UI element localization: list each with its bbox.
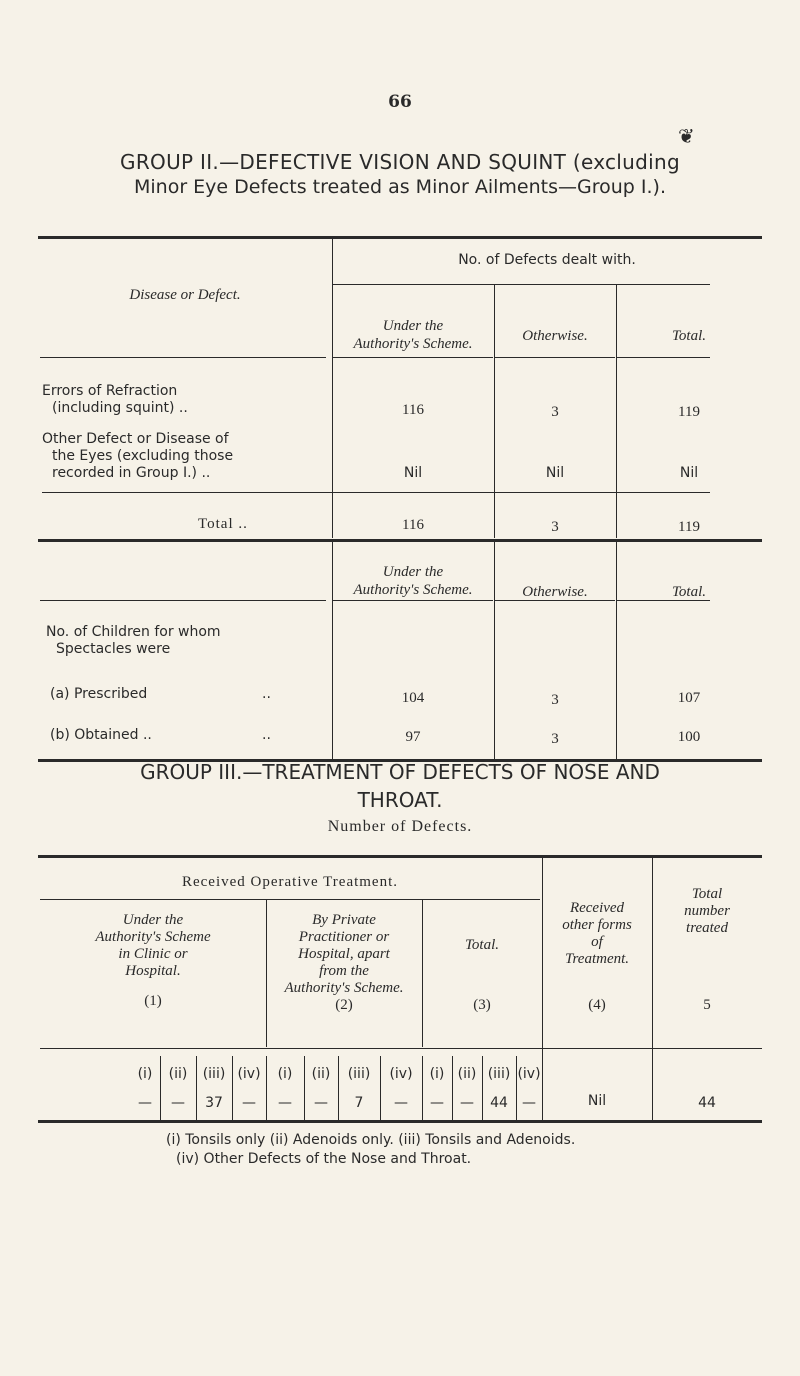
col5-line: Total: [691, 886, 723, 902]
sub-value: —: [314, 1095, 328, 1111]
col4-line: other forms: [562, 917, 632, 933]
footnote-line1: (i) Tonsils only (ii) Adenoids only. (iii) Tonsils and Adenoids.: [166, 1132, 576, 1148]
row-dots: ..: [262, 727, 271, 743]
sub-header: (ii): [168, 1066, 188, 1082]
sub-value: —: [394, 1095, 408, 1111]
sub-value: —: [138, 1095, 152, 1111]
table1-group-header: No. of Defects dealt with.: [458, 252, 636, 268]
table1-col-under-1: Under the: [382, 318, 444, 334]
table3-bottom-rule: [38, 1120, 762, 1123]
col1-line: Under the: [122, 912, 184, 928]
sub-vline: [196, 1056, 197, 1120]
other-value: Nil: [587, 1093, 607, 1109]
cell-under: 104: [401, 690, 425, 706]
table2-intro-line2: Spectacles were: [56, 641, 171, 657]
col1-line: Hospital.: [125, 963, 181, 979]
row-dots: ..: [262, 686, 271, 702]
table2-rule-4: [617, 600, 710, 601]
table1-vline-2: [494, 285, 495, 494]
col3-label: Total.: [464, 937, 500, 953]
col2-line: from the: [319, 963, 369, 979]
sub-value: —: [242, 1095, 256, 1111]
cell-otherwise: 3: [551, 519, 559, 535]
col1-num: (1): [144, 993, 162, 1009]
table1-bottom-rule: [38, 539, 762, 542]
page-number: 66: [388, 92, 412, 112]
table3-received-operative: Received Operative Treatment.: [181, 874, 399, 890]
group2-title-line1: GROUP II.—DEFECTIVE VISION AND SQUINT (excluding: [120, 150, 680, 174]
sub-header: (iv): [517, 1066, 541, 1082]
cell-otherwise: Nil: [545, 465, 565, 481]
col2-line: Authority's Scheme.: [284, 980, 404, 996]
sub-header: (ii): [311, 1066, 331, 1082]
col1-line: in Clinic or: [118, 946, 188, 962]
table2-intro-line1: No. of Children for whom: [46, 624, 221, 640]
col2-line: Hospital, apart: [298, 946, 390, 962]
table1-rule-2: [333, 357, 493, 358]
sub-header: (iv): [237, 1066, 261, 1082]
table1-total-vline-1: [332, 494, 333, 538]
sub-value: —: [460, 1095, 474, 1111]
table2-rule-3: [495, 600, 615, 601]
col2-line: By Private: [312, 912, 376, 928]
row-label: recorded in Group I.) ..: [52, 465, 211, 481]
sub-vline: [516, 1056, 517, 1120]
col4-line: of: [591, 934, 603, 950]
sub-value: 7: [354, 1095, 364, 1111]
table2-vline-2: [494, 542, 495, 760]
row-label: (b) Obtained ..: [50, 727, 152, 743]
sub-header: (iii): [202, 1066, 226, 1082]
sub-header: (i): [137, 1066, 153, 1082]
sub-value: —: [278, 1095, 292, 1111]
table1-rule-1: [40, 357, 326, 358]
group3-title-line1: GROUP III.—TREATMENT OF DEFECTS OF NOSE AND: [140, 760, 660, 784]
cell-total: 119: [678, 519, 700, 535]
sub-value: —: [171, 1095, 185, 1111]
table1-col-divider: [332, 238, 333, 494]
sub-vline: [380, 1056, 381, 1120]
col5-line: treated: [686, 920, 728, 936]
table1-total-vline-3: [616, 494, 617, 538]
group3-subtitle: Number of Defects.: [327, 818, 473, 835]
col5-line: number: [684, 903, 730, 919]
sub-value: 37: [205, 1095, 223, 1111]
row-label: Errors of Refraction: [42, 383, 178, 399]
sub-vline: [422, 1056, 423, 1120]
sub-vline: [266, 1056, 267, 1120]
col2-num: (2): [335, 997, 353, 1013]
table3-vline-5: [652, 858, 653, 1122]
sub-vline: [482, 1056, 483, 1120]
table2-vline-3: [616, 542, 617, 760]
cell-total: 100: [677, 729, 701, 745]
table2-col-under-1: Under the: [382, 564, 444, 580]
sub-header: (i): [429, 1066, 445, 1082]
table3-vline-4: [542, 858, 543, 1122]
table1-rule-3: [495, 357, 615, 358]
table1-rule-4: [617, 357, 710, 358]
col4-line: Treatment.: [564, 951, 630, 967]
col5-num: 5: [703, 997, 711, 1013]
cell-under: 116: [402, 402, 424, 418]
cell-under: 97: [405, 729, 421, 745]
sub-vline: [304, 1056, 305, 1120]
table1-col-total: Total.: [671, 328, 707, 344]
sub-header: (iv): [389, 1066, 413, 1082]
page-mark: ❦: [678, 126, 695, 148]
col3-num: (3): [473, 997, 491, 1013]
cell-otherwise: 3: [551, 692, 559, 708]
table1-col-under-2: Authority's Scheme.: [353, 336, 473, 352]
table2-col-under-2: Authority's Scheme.: [353, 582, 473, 598]
cell-total: 107: [677, 690, 701, 706]
table1-col-disease: Disease or Defect.: [129, 287, 241, 303]
table3-detail-rule: [40, 1048, 762, 1049]
group3-title-line2: THROAT.: [357, 788, 443, 812]
sub-value: —: [522, 1095, 536, 1111]
table2-col-total: Total.: [671, 584, 707, 600]
cell-total: 119: [678, 404, 700, 420]
col4-num: (4): [588, 997, 606, 1013]
group2-title-line2: Minor Eye Defects treated as Minor Ailments—Group I.).: [133, 176, 666, 198]
table2-col-otherwise: Otherwise.: [522, 584, 588, 600]
table1-rule-total: [42, 492, 710, 493]
table1-top-rule: [38, 236, 762, 239]
sub-value: 44: [490, 1095, 508, 1111]
sub-vline: [338, 1056, 339, 1120]
sub-header: (i): [277, 1066, 293, 1082]
total-label: Total ..: [198, 516, 248, 532]
row-label: (including squint) ..: [52, 400, 188, 416]
cell-otherwise: 3: [551, 731, 559, 747]
table1-subheader-rule: [333, 284, 710, 285]
sub-header: (iii): [487, 1066, 511, 1082]
col1-line: Authority's Scheme: [95, 929, 211, 945]
table2-vline-1: [332, 542, 333, 760]
row-label: (a) Prescribed: [50, 686, 148, 702]
cell-total: Nil: [679, 465, 699, 481]
table1-col-otherwise: Otherwise.: [522, 328, 588, 344]
sub-vline: [232, 1056, 233, 1120]
table1-vline-3: [616, 285, 617, 494]
table3-vline-1: [266, 900, 267, 1047]
table1-total-vline-2: [494, 494, 495, 538]
sub-vline: [160, 1056, 161, 1120]
table2-rule-1: [40, 600, 326, 601]
col2-line: Practitioner or: [298, 929, 390, 945]
table2-rule-2: [333, 600, 493, 601]
total-value: 44: [698, 1095, 716, 1111]
cell-under: 116: [402, 517, 424, 533]
cell-otherwise: 3: [551, 404, 559, 420]
sub-value: —: [430, 1095, 444, 1111]
col4-line: Received: [569, 900, 625, 916]
row-label: Other Defect or Disease of: [42, 431, 229, 447]
footnote-line2: (iv) Other Defects of the Nose and Throat.: [176, 1151, 472, 1167]
table3-top-rule: [38, 855, 762, 858]
sub-header: (iii): [347, 1066, 371, 1082]
sub-vline: [452, 1056, 453, 1120]
table3-vline-2: [422, 900, 423, 1047]
sub-header: (ii): [457, 1066, 477, 1082]
cell-under: Nil: [403, 465, 423, 481]
table3-subheader-rule: [40, 899, 540, 900]
row-label: the Eyes (excluding those: [52, 448, 234, 464]
